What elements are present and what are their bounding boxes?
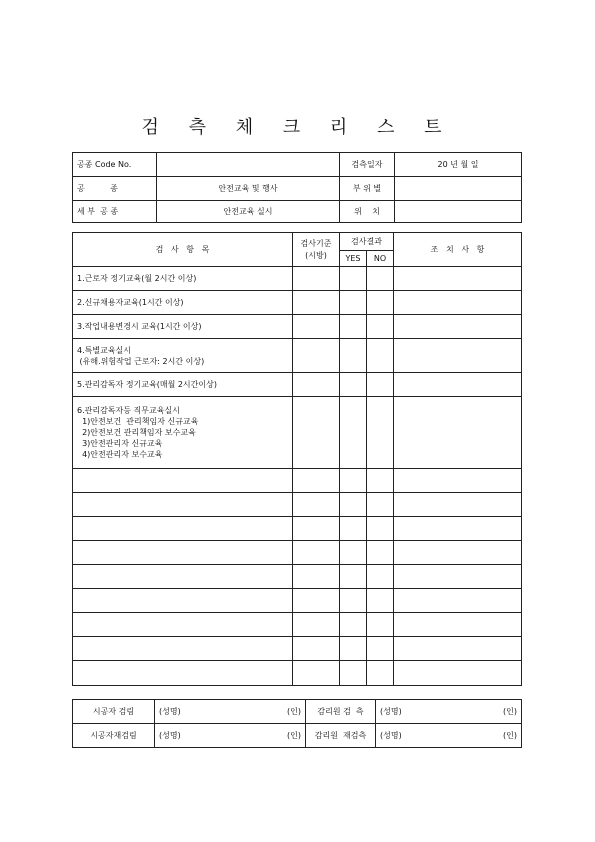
yes-cell[interactable]: [340, 339, 367, 373]
yes-cell[interactable]: [340, 267, 367, 291]
signature-field[interactable]: [155, 724, 306, 748]
criteria-cell[interactable]: [293, 541, 340, 565]
checklist-item-text: [73, 517, 293, 541]
checklist-item-line: 2)안전보건 관리책임자 보수교육: [77, 428, 196, 437]
header-label: 공 종: [73, 177, 157, 201]
action-cell[interactable]: [394, 469, 522, 493]
no-cell[interactable]: [367, 541, 394, 565]
criteria-cell[interactable]: [293, 589, 340, 613]
header-label-2: 위 치: [340, 201, 395, 223]
col-criteria-label: 검사기준: [300, 238, 332, 248]
checklist-item-line: 2.신규채용자교육(1시간 이상): [77, 298, 184, 307]
signature-name: (성명): [159, 707, 181, 716]
checklist-item-text: [73, 315, 293, 339]
criteria-cell[interactable]: [293, 397, 340, 469]
no-cell[interactable]: [367, 565, 394, 589]
action-cell[interactable]: [394, 541, 522, 565]
inspection-date-field[interactable]: 20 년 월 일: [395, 153, 522, 177]
checklist-table: [72, 232, 522, 686]
criteria-cell[interactable]: [293, 613, 340, 637]
checklist-item-text: [73, 339, 293, 373]
checklist-item-text: [73, 291, 293, 315]
header-value: 안전교육 실시: [157, 201, 340, 223]
signature-name: (성명): [159, 731, 181, 740]
criteria-cell[interactable]: [293, 291, 340, 315]
checklist-item-line: 6.관리감독자등 직무교육실시: [77, 406, 180, 415]
col-criteria-header: [293, 233, 340, 267]
checklist-item-text: [73, 613, 293, 637]
checklist-item-text: [73, 397, 293, 469]
yes-cell[interactable]: [340, 661, 367, 686]
signature-seal: (인): [287, 707, 301, 716]
signature-label: 감리원 재검측: [306, 724, 376, 748]
no-cell[interactable]: [367, 267, 394, 291]
criteria-cell[interactable]: [293, 517, 340, 541]
criteria-cell[interactable]: [293, 565, 340, 589]
action-cell[interactable]: [394, 613, 522, 637]
checklist-item-line: (유해.위험작업 근로자: 2시간 이상): [77, 356, 205, 366]
header-label-2: 부 위 별: [340, 177, 395, 201]
no-cell[interactable]: [367, 517, 394, 541]
signature-row: [73, 700, 522, 724]
checklist-item-line: 1)안전보건 관리책임자 신규교육: [77, 417, 199, 426]
checklist-item-line: 3.작업내용변경시 교육(1시간 이상): [77, 322, 202, 331]
checklist-row: [73, 267, 522, 291]
checklist-item-text: [73, 267, 293, 291]
criteria-cell[interactable]: [293, 469, 340, 493]
criteria-cell[interactable]: [293, 637, 340, 661]
action-cell[interactable]: [394, 267, 522, 291]
header-value: [157, 153, 340, 177]
checklist-blank-row: [73, 469, 522, 493]
yes-cell[interactable]: [340, 589, 367, 613]
yes-cell[interactable]: [340, 565, 367, 589]
checklist-item-line: 3)안전관리자 신규교육: [77, 439, 163, 448]
no-cell[interactable]: [367, 637, 394, 661]
criteria-cell[interactable]: [293, 661, 340, 686]
action-cell[interactable]: [394, 661, 522, 686]
header-label: 공종 Code No.: [73, 153, 157, 177]
no-cell[interactable]: [367, 589, 394, 613]
header-label: 세 부 공 종: [73, 201, 157, 223]
header-row: [73, 201, 522, 223]
checklist-blank-row: [73, 637, 522, 661]
signature-field[interactable]: [376, 700, 522, 724]
yes-cell[interactable]: [340, 469, 367, 493]
no-cell[interactable]: [367, 613, 394, 637]
checklist-blank-row: [73, 493, 522, 517]
signature-label: 시공자 검림: [73, 700, 155, 724]
col-no-header: NO: [367, 251, 394, 267]
signature-field[interactable]: [376, 724, 522, 748]
checklist-row: [73, 397, 522, 469]
signature-seal: (인): [503, 707, 517, 716]
action-cell[interactable]: [394, 589, 522, 613]
signature-seal: (인): [503, 731, 517, 740]
header-label-2: 검측일자: [340, 153, 395, 177]
action-cell[interactable]: [394, 565, 522, 589]
checklist-blank-row: [73, 517, 522, 541]
checklist-item-line: 4)안전관리자 보수교육: [77, 450, 163, 459]
criteria-cell[interactable]: [293, 267, 340, 291]
yes-cell[interactable]: [340, 373, 367, 397]
checklist-item-line: 5.관리감독자 정기교육(매월 2시간이상): [77, 380, 217, 389]
signature-row: [73, 724, 522, 748]
no-cell[interactable]: [367, 315, 394, 339]
checklist-row: [73, 339, 522, 373]
header-table: [72, 152, 522, 223]
signature-name: (성명): [380, 707, 402, 716]
header-value: 안전교육 및 행사: [157, 177, 340, 201]
part-field[interactable]: [395, 177, 522, 201]
checklist-row: [73, 373, 522, 397]
col-item-header: 검 사 항 목: [73, 233, 293, 267]
no-cell[interactable]: [367, 291, 394, 315]
col-result-header: 검사결과: [340, 233, 394, 251]
no-cell[interactable]: [367, 661, 394, 686]
action-cell[interactable]: [394, 517, 522, 541]
yes-cell[interactable]: [340, 397, 367, 469]
yes-cell[interactable]: [340, 517, 367, 541]
checklist-blank-row: [73, 661, 522, 686]
checklist-blank-row: [73, 565, 522, 589]
checklist-item-line: 4.특별교육실시: [77, 345, 132, 355]
col-criteria-sub: (시방): [305, 250, 327, 260]
checklist-item-text: [73, 637, 293, 661]
action-cell[interactable]: [394, 493, 522, 517]
signature-table: [72, 699, 522, 748]
no-cell[interactable]: [367, 373, 394, 397]
criteria-cell[interactable]: [293, 339, 340, 373]
yes-cell[interactable]: [340, 291, 367, 315]
checklist-blank-row: [73, 613, 522, 637]
yes-cell[interactable]: [340, 493, 367, 517]
checklist-blank-row: [73, 589, 522, 613]
signature-label: 시공자재검림: [73, 724, 155, 748]
yes-cell[interactable]: [340, 613, 367, 637]
col-yes-header: YES: [340, 251, 367, 267]
signature-seal: (인): [287, 731, 301, 740]
checklist-item-text: [73, 565, 293, 589]
no-cell[interactable]: [367, 469, 394, 493]
criteria-cell[interactable]: [293, 493, 340, 517]
checklist-row: [73, 291, 522, 315]
checklist-item-line: 1.근로자 정기교육(월 2시간 이상): [77, 274, 197, 283]
signature-label: 감리원 검 측: [306, 700, 376, 724]
yes-cell[interactable]: [340, 541, 367, 565]
action-cell[interactable]: [394, 397, 522, 469]
header-row: [73, 153, 522, 177]
checklist-row: [73, 315, 522, 339]
page-title: 검 측 체 크 리 스 트: [141, 117, 454, 138]
yes-cell[interactable]: [340, 637, 367, 661]
action-cell[interactable]: [394, 637, 522, 661]
action-cell[interactable]: [394, 373, 522, 397]
no-cell[interactable]: [367, 493, 394, 517]
checklist-blank-row: [73, 541, 522, 565]
checklist-item-text: [73, 493, 293, 517]
action-cell[interactable]: [394, 339, 522, 373]
col-action-header: 조 치 사 항: [394, 233, 522, 267]
checklist-item-text: [73, 541, 293, 565]
criteria-cell[interactable]: [293, 315, 340, 339]
checklist-item-text: [73, 373, 293, 397]
checklist-item-text: [73, 469, 293, 493]
signature-name: (성명): [380, 731, 402, 740]
action-cell[interactable]: [394, 315, 522, 339]
checklist-item-text: [73, 589, 293, 613]
signature-field[interactable]: [155, 700, 306, 724]
header-row: [73, 177, 522, 201]
criteria-cell[interactable]: [293, 373, 340, 397]
location-field[interactable]: [395, 201, 522, 223]
no-cell[interactable]: [367, 397, 394, 469]
checklist-item-text: [73, 661, 293, 686]
yes-cell[interactable]: [340, 315, 367, 339]
no-cell[interactable]: [367, 339, 394, 373]
action-cell[interactable]: [394, 291, 522, 315]
